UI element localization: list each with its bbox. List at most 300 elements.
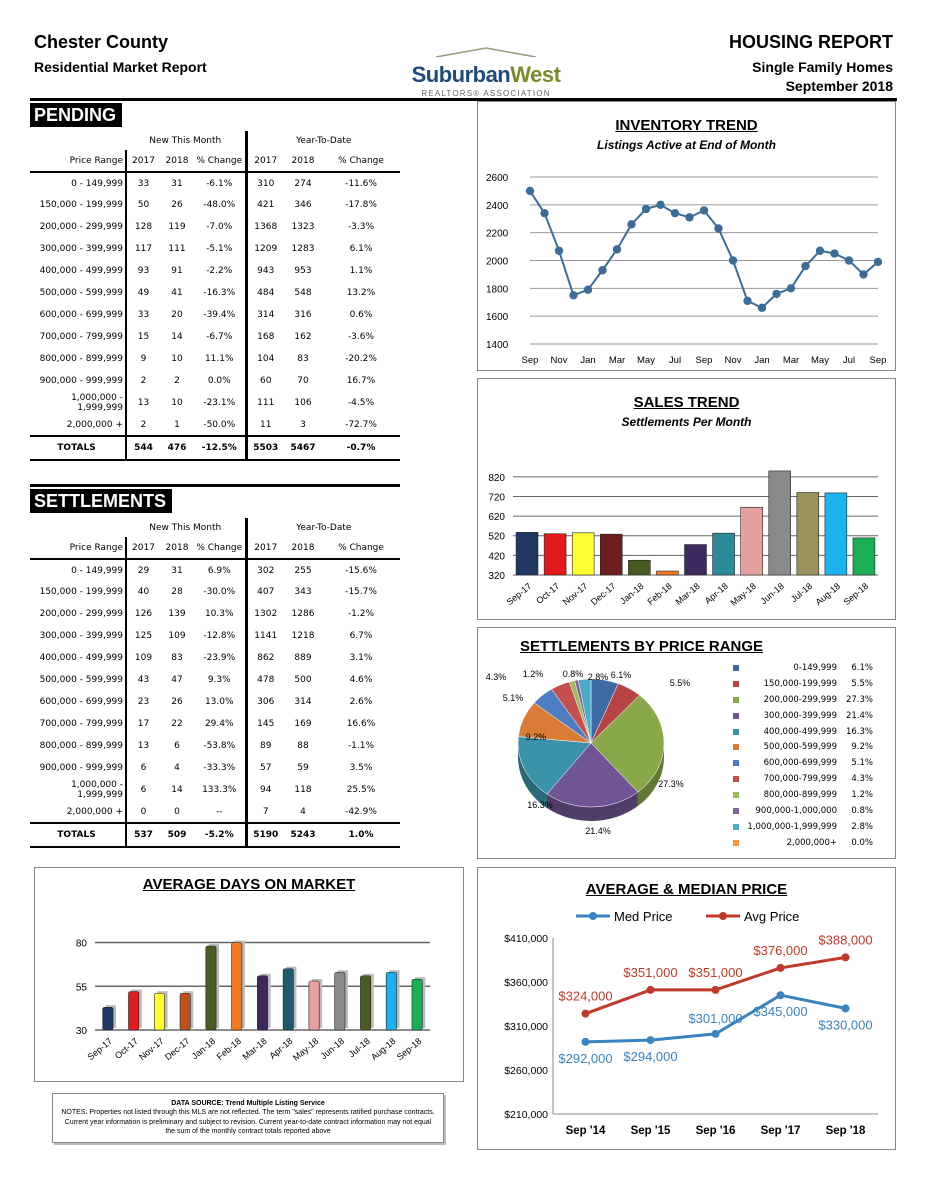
value-cell: 1368 bbox=[254, 222, 278, 232]
association-logo bbox=[396, 44, 576, 98]
data-label: $324,000 bbox=[558, 988, 613, 1004]
value-cell: -23.9% bbox=[194, 647, 246, 669]
legend-entry bbox=[733, 739, 873, 755]
value-cell: 548 bbox=[294, 288, 312, 298]
value-cell: 83 bbox=[297, 354, 309, 364]
value-cell: 93 bbox=[137, 266, 150, 276]
x-tick-label: Sep '18 bbox=[825, 1125, 866, 1137]
table-row bbox=[30, 669, 400, 691]
value-cell: 89 bbox=[260, 741, 272, 751]
value-cell: 43 bbox=[137, 675, 150, 685]
y-tick-label: $410,000 bbox=[504, 933, 548, 945]
price-range-cell: 2,000,000 + bbox=[30, 414, 126, 436]
value-cell: 57 bbox=[260, 763, 272, 773]
value-cell: 1283 bbox=[291, 244, 315, 254]
data-point bbox=[801, 262, 809, 270]
column-header: 2017 bbox=[126, 537, 160, 559]
column-header: % Change bbox=[194, 537, 246, 559]
data-point bbox=[777, 964, 785, 972]
x-tick-label: Nov bbox=[550, 355, 568, 366]
y-tick-label: 420 bbox=[488, 551, 505, 563]
value-cell: 302 bbox=[257, 565, 275, 576]
table-row bbox=[30, 559, 400, 581]
slice-label: 21.4% bbox=[585, 826, 611, 836]
bar bbox=[206, 946, 216, 1030]
data-label: $345,000 bbox=[753, 1004, 808, 1020]
table-row bbox=[30, 172, 400, 194]
data-point bbox=[758, 304, 766, 312]
bar bbox=[412, 979, 422, 1030]
table-row bbox=[30, 304, 400, 326]
value-cell: 23 bbox=[137, 697, 150, 707]
value-cell: 6.1% bbox=[349, 244, 373, 254]
legend-value: 6.1% bbox=[851, 662, 873, 673]
table-row bbox=[30, 625, 400, 647]
price-range-cell: 0 - 149,999 bbox=[30, 559, 126, 581]
group-header: Year-To-Date bbox=[296, 522, 352, 533]
sales-trend-panel bbox=[477, 378, 896, 620]
table-row bbox=[30, 735, 400, 757]
legend-swatch bbox=[733, 713, 739, 719]
county-name: Chester County bbox=[34, 32, 169, 52]
totals-row: TOTALS 537 509 -5.2% 5190 5243 1.0% bbox=[30, 823, 400, 847]
inventory-chart bbox=[478, 102, 897, 372]
data-point bbox=[598, 266, 606, 274]
y-tick-label: 1400 bbox=[486, 340, 509, 351]
value-cell: 33 bbox=[137, 178, 150, 189]
value-cell: -12.8% bbox=[194, 625, 246, 647]
value-cell: -7.0% bbox=[194, 216, 246, 238]
value-cell: 13 bbox=[137, 741, 150, 751]
slice-label: 16.3% bbox=[527, 800, 553, 810]
value-cell: 25.5% bbox=[346, 785, 376, 795]
x-tick-label: Oct-17 bbox=[112, 1035, 140, 1061]
slice-label: 2.8% bbox=[587, 672, 609, 682]
legend-swatch bbox=[733, 776, 739, 782]
table-row bbox=[30, 370, 400, 392]
value-cell: 126 bbox=[134, 609, 153, 619]
column-header: % Change bbox=[194, 150, 246, 172]
y-tick-label: $360,000 bbox=[504, 977, 548, 989]
y-tick-label: 80 bbox=[75, 938, 87, 950]
x-tick-label: Sep '14 bbox=[565, 1125, 606, 1137]
value-cell: 15 bbox=[137, 332, 150, 342]
value-cell: 310 bbox=[257, 178, 275, 189]
value-cell: -- bbox=[194, 801, 246, 823]
bar bbox=[628, 560, 650, 575]
value-cell: 1 bbox=[174, 419, 180, 430]
x-tick-label: Sep '15 bbox=[630, 1125, 671, 1137]
x-tick-label: Jul bbox=[668, 355, 682, 366]
legend-swatch bbox=[733, 840, 739, 846]
value-cell: 1286 bbox=[291, 609, 315, 619]
value-cell: -6.7% bbox=[194, 326, 246, 348]
value-cell: 0 bbox=[140, 806, 147, 817]
column-header: 2017 bbox=[126, 150, 160, 172]
value-cell: 94 bbox=[260, 785, 272, 795]
value-cell: 139 bbox=[168, 609, 186, 619]
x-tick-label: May-18 bbox=[728, 580, 758, 608]
legend-value: 21.4% bbox=[845, 710, 873, 721]
legend-marker bbox=[719, 912, 727, 920]
legend-label: 0-149,999 bbox=[793, 662, 837, 673]
bar bbox=[544, 534, 566, 575]
value-cell: 70 bbox=[297, 376, 309, 386]
slice-label: 5.5% bbox=[669, 678, 691, 688]
x-tick-label: Dec-17 bbox=[588, 580, 618, 608]
data-point bbox=[816, 247, 824, 255]
value-cell: 41 bbox=[171, 288, 183, 298]
x-tick-label: Jul-18 bbox=[346, 1035, 372, 1060]
value-cell: 22 bbox=[171, 719, 183, 729]
value-cell: 2.6% bbox=[349, 697, 373, 707]
value-cell: 4.6% bbox=[349, 675, 373, 685]
logo-subtitle: REALTORS® ASSOCIATION bbox=[421, 89, 551, 98]
value-cell: 60 bbox=[260, 376, 272, 386]
days-on-market-chart bbox=[35, 868, 465, 1083]
table-row bbox=[30, 757, 400, 779]
x-tick-label: Nov bbox=[724, 355, 742, 366]
legend-value: 0.0% bbox=[851, 837, 873, 848]
value-cell: -6.1% bbox=[194, 172, 246, 194]
value-cell: 316 bbox=[294, 310, 312, 320]
bar bbox=[656, 571, 678, 575]
x-tick-label: Aug-18 bbox=[368, 1035, 398, 1063]
x-tick-label: Sep bbox=[521, 355, 539, 366]
price-range-cell: 600,000 - 699,999 bbox=[30, 691, 126, 713]
value-cell: 484 bbox=[257, 288, 275, 298]
value-cell: 314 bbox=[257, 310, 275, 320]
bar bbox=[103, 1007, 113, 1030]
table-row bbox=[30, 691, 400, 713]
value-cell: -11.6% bbox=[345, 178, 377, 189]
x-tick-label: Jan-18 bbox=[189, 1035, 218, 1062]
value-cell: -1.2% bbox=[347, 609, 375, 619]
value-cell: 33 bbox=[137, 310, 150, 320]
value-cell: 0.6% bbox=[349, 310, 373, 320]
table-row bbox=[30, 238, 400, 260]
chart-title: AVERAGE DAYS ON MARKET bbox=[142, 876, 356, 893]
data-point bbox=[656, 201, 664, 209]
data-point bbox=[830, 249, 838, 257]
price-range-cell: 300,000 - 399,999 bbox=[30, 625, 126, 647]
value-cell: -33.3% bbox=[194, 757, 246, 779]
value-cell: 500 bbox=[294, 675, 312, 685]
value-cell: 2 bbox=[174, 376, 180, 386]
days-on-market-panel bbox=[34, 867, 464, 1082]
value-cell: 26 bbox=[171, 200, 183, 210]
value-cell: 49 bbox=[137, 288, 150, 298]
legend-entry bbox=[733, 660, 873, 676]
price-range-cell: 800,000 - 899,999 bbox=[30, 348, 126, 370]
table-row bbox=[30, 414, 400, 436]
chart-subtitle: Settlements Per Month bbox=[621, 415, 752, 429]
legend-value: 5.1% bbox=[851, 758, 873, 769]
slice-label: 1.2% bbox=[522, 669, 544, 679]
pending-title: PENDING bbox=[30, 103, 122, 127]
x-tick-label: Feb-18 bbox=[214, 1035, 244, 1062]
x-tick-label: Sep '17 bbox=[760, 1125, 801, 1137]
column-header: 2018 bbox=[284, 537, 322, 559]
value-cell: 40 bbox=[137, 587, 150, 597]
value-cell: 88 bbox=[297, 741, 309, 751]
value-cell: 6.9% bbox=[194, 559, 246, 581]
value-cell: 478 bbox=[257, 675, 275, 685]
section-divider bbox=[30, 484, 400, 487]
table-row bbox=[30, 348, 400, 370]
chart-subtitle: Listings Active at End of Month bbox=[597, 138, 776, 152]
legend-entry bbox=[733, 708, 873, 724]
value-cell: 13.0% bbox=[194, 691, 246, 713]
value-cell: -16.3% bbox=[194, 282, 246, 304]
column-header: 2017 bbox=[246, 150, 284, 172]
y-tick-label: 520 bbox=[488, 531, 505, 543]
value-cell: 16.6% bbox=[346, 719, 376, 729]
legend-entry bbox=[733, 724, 873, 740]
table-row bbox=[30, 194, 400, 216]
value-cell: 47 bbox=[171, 675, 183, 685]
data-point bbox=[627, 220, 635, 228]
value-cell: 6 bbox=[140, 763, 147, 773]
x-tick-label: Jan bbox=[754, 355, 770, 366]
value-cell: -42.9% bbox=[345, 806, 377, 817]
y-tick-label: 320 bbox=[488, 571, 505, 582]
data-point bbox=[555, 247, 563, 255]
x-tick-label: Sep-18 bbox=[394, 1035, 424, 1063]
price-range-cell: 1,000,000 - 1,999,999 bbox=[30, 392, 126, 414]
value-cell: 20 bbox=[171, 310, 183, 320]
legend-label: 400,000-499,999 bbox=[763, 726, 837, 737]
header-left bbox=[34, 32, 207, 75]
data-point bbox=[714, 224, 722, 232]
y-tick-label: 2200 bbox=[486, 228, 509, 240]
table-row bbox=[30, 216, 400, 238]
value-cell: 4 bbox=[300, 806, 306, 817]
x-tick-label: Jan-18 bbox=[618, 580, 646, 607]
x-tick-label: Feb-18 bbox=[645, 580, 674, 607]
group-header: New This Month bbox=[126, 131, 246, 150]
bar bbox=[180, 993, 190, 1030]
x-tick-label: Jun-18 bbox=[318, 1035, 347, 1062]
value-cell: 314 bbox=[294, 697, 312, 707]
data-point bbox=[777, 991, 785, 999]
table-row bbox=[30, 282, 400, 304]
column-header: 2018 bbox=[160, 150, 194, 172]
value-cell: 3 bbox=[300, 419, 306, 430]
value-cell: 7 bbox=[262, 806, 269, 817]
x-tick-label: May-18 bbox=[290, 1035, 321, 1063]
bar bbox=[825, 493, 847, 575]
value-cell: 953 bbox=[294, 266, 312, 276]
totals-row: TOTALS 544 476 -12.5% 5503 5467 -0.7% bbox=[30, 436, 400, 460]
data-point bbox=[584, 286, 592, 294]
legend-value: 1.2% bbox=[851, 790, 873, 801]
data-point bbox=[729, 256, 737, 264]
x-tick-label: Aug-18 bbox=[813, 580, 843, 608]
pending-table bbox=[30, 131, 400, 461]
legend-value: 2.8% bbox=[851, 821, 873, 832]
value-cell: -50.0% bbox=[194, 414, 246, 436]
y-tick-label: 2600 bbox=[486, 173, 509, 184]
data-point bbox=[845, 256, 853, 264]
column-header: 2017 bbox=[246, 537, 284, 559]
price-range-cell: 0 - 149,999 bbox=[30, 172, 126, 194]
legend-entry bbox=[733, 676, 873, 692]
legend-label: 150,000-199,999 bbox=[763, 678, 837, 689]
value-cell: 3.5% bbox=[349, 763, 373, 773]
legend-label: 300,000-399,999 bbox=[763, 710, 837, 721]
value-cell: 106 bbox=[294, 398, 312, 408]
value-cell: 133.3% bbox=[194, 779, 246, 801]
table-row bbox=[30, 260, 400, 282]
slice-label: 4.3% bbox=[485, 672, 507, 682]
legend-label: 900,000-1,000,000 bbox=[755, 805, 837, 816]
legend-entry bbox=[733, 692, 873, 708]
price-range-cell: 500,000 - 599,999 bbox=[30, 669, 126, 691]
y-tick-label: 1800 bbox=[486, 284, 509, 296]
value-cell: 29.4% bbox=[194, 713, 246, 735]
data-point bbox=[569, 291, 577, 299]
data-point bbox=[526, 187, 534, 195]
price-range-cell: 200,000 - 299,999 bbox=[30, 216, 126, 238]
value-cell: -48.0% bbox=[194, 194, 246, 216]
value-cell: 59 bbox=[297, 763, 309, 773]
price-range-cell: 200,000 - 299,999 bbox=[30, 603, 126, 625]
value-cell: 50 bbox=[137, 200, 150, 210]
value-cell: 111 bbox=[257, 398, 275, 408]
data-point bbox=[647, 986, 655, 994]
table-row bbox=[30, 392, 400, 414]
bar bbox=[713, 533, 735, 575]
data-label: $330,000 bbox=[818, 1017, 873, 1033]
bar bbox=[360, 976, 370, 1030]
x-tick-label: Dec-17 bbox=[162, 1035, 192, 1063]
value-cell: 91 bbox=[171, 266, 183, 276]
y-tick-label: $210,000 bbox=[504, 1109, 548, 1121]
column-header: Price Range bbox=[30, 150, 126, 172]
notes-box bbox=[52, 1093, 444, 1143]
data-point bbox=[743, 297, 751, 305]
value-cell: 16.7% bbox=[346, 376, 376, 386]
slice-label: 6.1% bbox=[610, 670, 632, 680]
x-tick-label: Sep bbox=[869, 355, 887, 366]
data-point bbox=[642, 205, 650, 213]
y-tick-label: 55 bbox=[75, 982, 87, 994]
value-cell: 6 bbox=[174, 741, 180, 751]
data-point bbox=[874, 258, 882, 266]
bar bbox=[283, 969, 293, 1030]
value-cell: 255 bbox=[294, 565, 312, 576]
value-cell: -15.7% bbox=[345, 587, 377, 597]
data-point bbox=[613, 245, 621, 253]
value-cell: 6.7% bbox=[349, 631, 373, 641]
value-cell: 169 bbox=[294, 719, 312, 729]
data-point bbox=[787, 284, 795, 292]
inventory-trend-panel bbox=[477, 101, 896, 371]
value-cell: 162 bbox=[294, 332, 312, 342]
price-range-cell: 500,000 - 599,999 bbox=[30, 282, 126, 304]
bar bbox=[516, 532, 538, 575]
data-label: $351,000 bbox=[623, 964, 678, 980]
value-cell: -39.4% bbox=[194, 304, 246, 326]
price-range-cell: 400,000 - 499,999 bbox=[30, 260, 126, 282]
settlements-table bbox=[30, 518, 400, 848]
data-point bbox=[540, 209, 548, 217]
value-cell: 2 bbox=[140, 419, 147, 430]
group-header: Year-To-Date bbox=[296, 135, 352, 146]
bar bbox=[129, 992, 139, 1031]
value-cell: 145 bbox=[257, 719, 275, 729]
data-point bbox=[772, 290, 780, 298]
value-cell: 407 bbox=[257, 587, 275, 597]
value-cell: 83 bbox=[171, 653, 183, 663]
y-tick-label: 720 bbox=[488, 492, 505, 504]
data-point bbox=[712, 1030, 720, 1038]
data-point bbox=[700, 206, 708, 214]
chart-title: AVERAGE & MEDIAN PRICE bbox=[585, 881, 788, 898]
y-tick-label: $310,000 bbox=[504, 1021, 548, 1033]
slice-label: 0.8% bbox=[562, 669, 584, 679]
legend-swatch bbox=[733, 697, 739, 703]
bar bbox=[309, 981, 319, 1030]
value-cell: -53.8% bbox=[194, 735, 246, 757]
data-point bbox=[842, 1004, 850, 1012]
column-header: 2018 bbox=[160, 537, 194, 559]
bar bbox=[769, 471, 791, 575]
settlements-title: SETTLEMENTS bbox=[30, 489, 172, 513]
data-point bbox=[582, 1010, 590, 1018]
legend-value: 16.3% bbox=[845, 726, 873, 737]
data-label: $376,000 bbox=[753, 942, 808, 958]
value-cell: 13 bbox=[137, 398, 150, 408]
value-cell: 1323 bbox=[291, 222, 315, 232]
value-cell: 421 bbox=[257, 200, 275, 210]
pie-legend bbox=[733, 660, 873, 851]
value-cell: -15.6% bbox=[345, 565, 377, 576]
table-row bbox=[30, 326, 400, 348]
data-point bbox=[685, 213, 693, 221]
table-row bbox=[30, 713, 400, 735]
bar bbox=[335, 972, 345, 1030]
data-point bbox=[842, 953, 850, 961]
price-range-cell: 800,000 - 899,999 bbox=[30, 735, 126, 757]
legend-value: 9.2% bbox=[851, 742, 873, 753]
bar bbox=[386, 972, 396, 1030]
value-cell: -23.1% bbox=[194, 392, 246, 414]
bar bbox=[572, 533, 594, 575]
x-tick-label: Mar-18 bbox=[673, 580, 702, 607]
x-tick-label: Mar-18 bbox=[240, 1035, 269, 1062]
value-cell: 13.2% bbox=[346, 288, 376, 298]
x-tick-label: Sep '16 bbox=[695, 1125, 736, 1137]
value-cell: 4 bbox=[174, 763, 180, 773]
value-cell: 17 bbox=[137, 719, 150, 729]
price-range-cell: 900,000 - 999,999 bbox=[30, 370, 126, 392]
legend-label: 500,000-599,999 bbox=[763, 742, 837, 753]
slice-label: 5.1% bbox=[502, 693, 524, 703]
legend-swatch bbox=[733, 665, 739, 671]
value-cell: 1141 bbox=[254, 631, 278, 641]
value-cell: 29 bbox=[137, 565, 150, 576]
data-point bbox=[582, 1038, 590, 1046]
legend-label: Avg Price bbox=[744, 909, 800, 924]
value-cell: 109 bbox=[168, 631, 186, 641]
legend-value: 0.8% bbox=[851, 805, 873, 816]
value-cell: 306 bbox=[257, 697, 275, 707]
x-tick-label: Jul-18 bbox=[788, 580, 815, 605]
value-cell: 2 bbox=[140, 376, 147, 386]
table-row bbox=[30, 801, 400, 823]
